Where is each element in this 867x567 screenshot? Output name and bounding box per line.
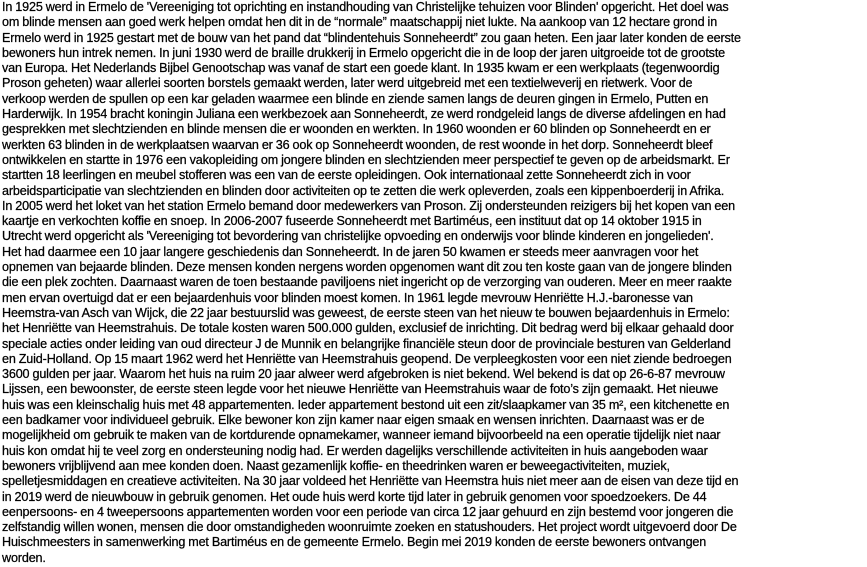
text-line: arbeidsparticipatie van slechtzienden en blinden door activiteiten op te zetten die werk opleverden, zoals een kippenboerderij in Afrika. bbox=[2, 183, 725, 198]
text-line: Heemstra-van Asch van Wijck, die 22 jaar bestuurslid was geweest, de eerste steen van het nieuw te bouwen bejaardenhuis in Ermelo: bbox=[2, 305, 730, 320]
text-line: die een plek zochten. Daarnaast waren de toen bestaande paviljoens niet ingericht op de verzorging van ouderen. Meer en meer raakte bbox=[2, 275, 732, 290]
text-line: en Zuid-Holland. Op 15 maart 1962 werd het Henriëtte van Heemstrahuis geopend. De verpleegkosten voor een niet ziende bedroegen bbox=[2, 351, 732, 366]
text-line: speciale acties onder leiding van oud directeur J de Munnik en belangrijke financiële steun door de provinciale besturen van Gelderland bbox=[2, 336, 731, 351]
text-line: bewoners hun intrek nemen. In juni 1930 werd de braille drukkerij in Ermelo opgericht die in de loop der jaren uitgroeide tot de grootste bbox=[2, 45, 726, 60]
text-line: werkten 63 blinden in de werkplaatsen waarvan er 36 ook op Sonneheerdt woonden, de rest woonde in het dorp. Sonneheerdt bleef bbox=[2, 137, 713, 152]
text-line: spelletjesmiddagen en creatieve activiteiten. Na 30 jaar voldeed het Henriëtte van Heemstra huis niet meer aan de eisen van deze tijd en bbox=[2, 474, 739, 489]
text-line: huis was een kleinschalig huis met 48 appartementen. Ieder appartement bestond uit een zit/slaapkamer van 35 m², een kitchenette en bbox=[2, 397, 730, 412]
text-line: ontwikkelen en startte in 1976 een vakopleiding om jongere blinden en slechtzienden meer perspectief te geven op de arbeidsmarkt. Er bbox=[2, 152, 730, 167]
text-line: In 1925 werd in Ermelo de 'Vereeniging tot oprichting en instandhouding van Christelijke tehuizen voor Blinden' opgericht. Het doel was bbox=[2, 0, 729, 14]
text-line: Het had daarmee een 10 jaar langere geschiedenis dan Sonneheerdt. In de jaren 50 kwamen er steeds meer aanvragen voor het bbox=[2, 244, 699, 259]
text-line: opnemen van bejaarde blinden. Deze mensen konden nergens worden opgenomen want dit zou ten koste gaan van de jongere blinden bbox=[2, 260, 732, 275]
text-line: worden. bbox=[2, 550, 46, 565]
text-line: het Henriëtte van Heemstrahuis. De totale kosten waren 500.000 gulden, exclusief de inrichting. Dit bedrag werd bij elkaar gehaald door bbox=[2, 321, 734, 336]
text-line: mogelijkheid om gebruik te maken van de kortdurende opnamekamer, wanneer iemand bijvoorbeeld na een operatie tijdelijk niet naar bbox=[2, 428, 721, 443]
document-body bbox=[2, 0, 867, 566]
text-line: huis kon omdat hij te veel zorg en ondersteuning nodig had. Er werden dagelijks verschillende activiteiten in huis aangeboden waar bbox=[2, 443, 708, 458]
text-line: Utrecht werd opgericht als 'Vereeniging tot bevordering van christelijke opvoeding en onderwijs voor blinde kinderen en jongelieden'. bbox=[2, 229, 714, 244]
text-line: van Europa. Het Nederlands Bijbel Genootschap was vanaf de start een goede klant. In 1935 kwam er een werkplaats (tegenwoordig bbox=[2, 61, 720, 76]
text-line: Harderwijk. In 1954 bracht koningin Juliana een werkbezoek aan Sonneheerdt, ze werd rondgeleid langs de diverse afdelingen en had bbox=[2, 107, 726, 122]
text-line: een badkamer voor individueel gebruik. Elke bewoner kon zijn kamer naar eigen smaak en wensen inrichten. Daarnaast was er de bbox=[2, 413, 705, 428]
text-line: 3600 gulden per jaar. Waarom het huis na ruim 20 jaar alweer werd afgebroken is niet bekend. Wel bekend is dat op 26-6-87 mevrouw bbox=[2, 367, 725, 382]
text-line: In 2005 werd het loket van het station Ermelo bemand door medewerkers van Proson. Zij ondersteunden reizigers bij het kopen van een bbox=[2, 198, 735, 213]
text-line: Huischmeesters in samenwerking met Bartiméus en de gemeente Ermelo. Begin mei 2019 konden de eerste bewoners ontvangen bbox=[2, 535, 707, 550]
text-line: verkoop werden de spullen op een kar geladen waarmee een blinde en ziende samen langs de deuren gingen in Ermelo, Putten en bbox=[2, 91, 709, 106]
text-line: zelfstandig willen wonen, mensen die door omstandigheden woonruimte zoeken en statushouders. Het project wordt uitgevoerd door De bbox=[2, 520, 737, 535]
text-line: Ermelo werd in 1925 gestart met de bouw van het pand dat “blindentehuis Sonneheerdt” zou gaan heten. Een jaar later konden de eerste bbox=[2, 30, 741, 45]
text-line: Lijssen, een bewoonster, de eerste steen legde voor het nieuwe Henriëtte van Heemstrahuis waar de foto’s zijn gemaakt. Het nieuwe bbox=[2, 382, 719, 397]
text-line: bewoners vrijblijvend aan mee konden doen. Naast gezamenlijk koffie- en theedrinken waren er beweegactiviteiten, muziek, bbox=[2, 458, 670, 473]
text-line: men ervan overtuigd dat er een bejaardenhuis voor blinden moest komen. In 1961 legde mevrouw Henriëtte H.J.-baronesse van bbox=[2, 290, 693, 305]
text-line: startten 18 leerlingen en meubel stofferen was een van de eerste opleidingen. Ook internationaal zette Sonneheerdt zich in voor bbox=[2, 168, 691, 183]
text-line: in 2019 werd de nieuwbouw in gebruik genomen. Het oude huis werd korte tijd later in gebruik genomen voor spoedzoekers. De 44 bbox=[2, 489, 707, 504]
text-line: kaartje en verkochten koffie en snoep. In 2006-2007 fuseerde Sonneheerdt met Bartiméus, een instituut dat op 14 oktober 1915 in bbox=[2, 214, 702, 229]
text-line: gesprekken met slechtzienden en blinde mensen die er woonden en werkten. In 1960 woonden er 60 blinden op Sonneheerdt en er bbox=[2, 122, 711, 137]
text-line: Proson geheten) waar allerlei soorten borstels gemaakt werden, later werd uitgebreid met een textielweverij en rietwerk. Voor de bbox=[2, 76, 693, 91]
text-line: om blinde mensen aan goed werk helpen omdat hen dit in de “normale” maatschappij niet lukte. Na aankoop van 12 hectare grond in bbox=[2, 15, 718, 30]
text-line: eenpersoons- en 4 tweepersoons appartementen worden voor een periode van circa 12 jaar gehuurd en zijn bestemd voor jongeren die bbox=[2, 504, 734, 519]
